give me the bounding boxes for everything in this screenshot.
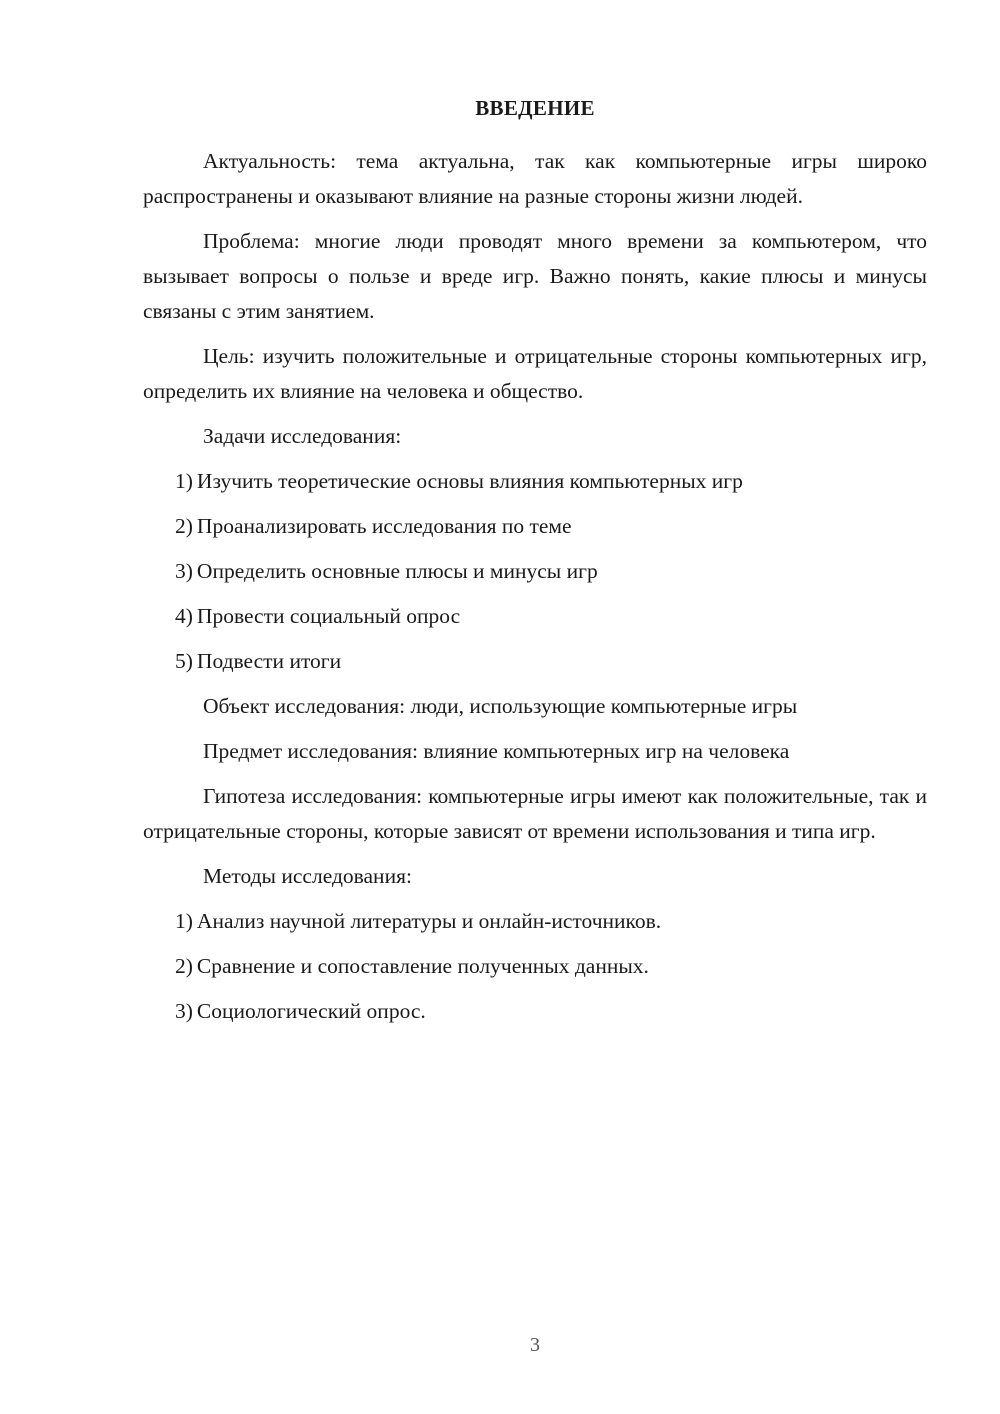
list-item-number: 3): [175, 559, 193, 583]
list-item-number: 2): [175, 514, 193, 538]
list-item: [143, 554, 927, 589]
list-item: [143, 949, 927, 984]
tasks-list: [143, 464, 927, 679]
list-item: [143, 464, 927, 499]
paragraph-object: Объект исследования: люди, использующие компьютерные игры: [203, 694, 798, 718]
paragraph-problem: Проблема: многие люди проводят много времени за компьютером, что вызывает вопросы о пользе и вреде игр. Важно понять, какие плюсы и минусы связаны с этим занятием.: [143, 229, 927, 323]
methods-heading: Методы исследования:: [203, 864, 412, 888]
list-item-text: Провести социальный опрос: [196, 604, 461, 628]
list-item-text: Анализ научной литературы и онлайн-источников.: [196, 909, 662, 933]
list-item: [143, 994, 927, 1029]
list-item-number: 4): [175, 604, 193, 628]
list-item-number: 3): [175, 999, 193, 1023]
list-item-text: Социологический опрос.: [196, 999, 426, 1023]
page-title: ВВЕДЕНИЕ: [475, 96, 595, 120]
document-body: [143, 144, 927, 1039]
list-item-text: Изучить теоретические основы влияния компьютерных игр: [196, 469, 743, 493]
list-item: [143, 904, 927, 939]
paragraph-relevance: Актуальность: тема актуальна, так как компьютерные игры широко распространены и оказывают влияние на разные стороны жизни людей.: [143, 149, 927, 208]
methods-list: [143, 904, 927, 1029]
list-item: [143, 599, 927, 634]
tasks-heading: Задачи исследования:: [203, 424, 402, 448]
list-item: [143, 644, 927, 679]
list-item: [143, 509, 927, 544]
paragraph-hypothesis: Гипотеза исследования: компьютерные игры имеют как положительные, так и отрицательные стороны, которые зависят от времени использования и типа игр.: [143, 784, 927, 843]
list-item-number: 2): [175, 954, 193, 978]
list-item-text: Проанализировать исследования по теме: [196, 514, 572, 538]
paragraph-subject: Предмет исследования: влияние компьютерных игр на человека: [203, 739, 790, 763]
list-item-text: Сравнение и сопоставление полученных данных.: [196, 954, 649, 978]
list-item-number: 1): [175, 469, 193, 493]
list-item-number: 1): [175, 909, 193, 933]
page-number: 3: [530, 1334, 540, 1356]
list-item-text: Подвести итоги: [196, 649, 342, 673]
list-item-text: Определить основные плюсы и минусы игр: [196, 559, 598, 583]
list-item-number: 5): [175, 649, 193, 673]
paragraph-goal: Цель: изучить положительные и отрицательные стороны компьютерных игр, определить их влияние на человека и общество.: [143, 344, 927, 403]
